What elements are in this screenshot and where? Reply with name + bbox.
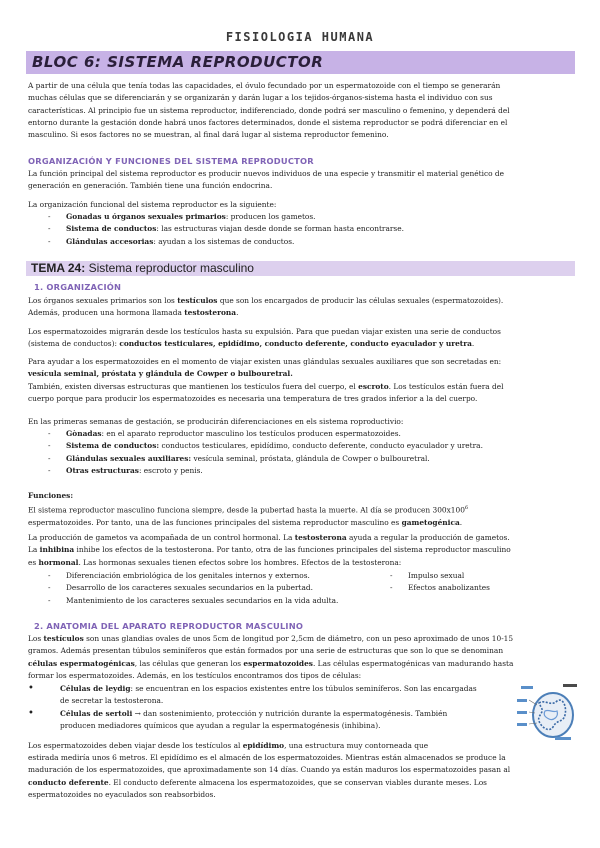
section-1-heading: 1. ORGANIZACIÓN: [34, 282, 122, 292]
s2-paragraph-2a: Los espermatozoides deben viajar desde los testículos al epidídimo, una estructura muy contorneada que: [28, 741, 429, 750]
list-item: - Otras estructuras: escroto y penis.: [48, 465, 578, 477]
s1-list: [48, 428, 578, 477]
list-item: - Sistema de conductos: las estructuras viajan desde donde se forman hasta encontrarse.: [48, 223, 578, 235]
intro-paragraph: A partir de una célula que tenía todas las capacidades, el óvulo fecundado por un espermatozoide con el tiempo se generarán muchas células que se diferenciarán y se organizarán y darán lugar a los tejidos-órganos-sistema hasta el individuo con sus características. Al principio fue un sistema reproductor, indiferenciado, donde podrá ser masculino o femenino, y dependerá del entorno durante la gestación donde habrá unos factores determinados, donde el sistema reproductor se podrá diferenciar en el masculino. Si esos factores no se muestran, al final dará lugar al sistema reproductor femenino.: [28, 81, 510, 140]
list-item: • Células de leydig: se encuentran en los espacios existentes entre los túbulos seminíferos. Son las encargadas de secretar la testosterona.: [42, 683, 502, 708]
functions-paragraph-2: La producción de gametos va acompañada de un control hormonal. La testosterona ayuda a regular la producción de gametos. La inhibina inhibe los efectos de la testosterona. Por tanto, otra de las funciones principales del sistema reproductor masculino es hormonal. Las hormonas sexuales tienen efectos sobre los hombres. Efectos de la testosterona:: [28, 533, 511, 567]
list-item: - Desarrollo de los caracteres sexuales secundarios en la pubertad.: [48, 582, 378, 594]
list-item: - Glándulas accesorias: ayudan a los sistemas de conductos.: [48, 236, 578, 248]
org-paragraph-2: La organización funcional del sistema reproductor es la siguiente:: [28, 200, 277, 209]
list-item: - Mantenimiento de los caracteres sexuales secundarios en la vida adulta.: [48, 595, 378, 607]
document-header: FISIOLOGIA HUMANA: [225, 30, 375, 44]
list-item: • Células de sertoli → dan sostenimiento, protección y nutrición durante la espermatogénesis. También producen mediadores químicos que ayudan a regular la espermatogénesis (inhibina).: [42, 708, 502, 733]
list-item: - Gonadas u órganos sexuales primarios: producen los gametos.: [48, 211, 578, 223]
cell-types-list: [42, 683, 502, 732]
s1-paragraph-4: En las primeras semanas de gestación, se producirán diferenciaciones en els sistema roproductivio:: [28, 417, 404, 426]
list-item: - Sistema de conductos: conductos testiculares, epidídimo, conducto deferente, conducto eyaculador y uretra.: [48, 440, 578, 452]
functions-label: Funciones:: [28, 491, 74, 500]
list-item: - Impulso sexual: [390, 570, 570, 582]
org-paragraph-1: La función principal del sistema reproductor es producir nuevos individuos de una especie y transmitir el material genético de generación en generación. También tiene una función endocrina.: [28, 169, 505, 191]
list-item: - Gònadas: en el aparato reproductor masculino los testículos producen espermatozoides.: [48, 428, 578, 440]
org-list: [48, 211, 578, 248]
testis-diagram-icon: [515, 683, 581, 743]
bloc-title: BLOC 6: SISTEMA REPRODUCTOR: [26, 51, 575, 74]
org-heading: ORGANIZACIÓN Y FUNCIONES DEL SISTEMA REPRODUCTOR: [28, 156, 314, 166]
tema-title: TEMA 24: Sistema reproductor masculino: [26, 261, 575, 276]
effects-left-list: [48, 570, 378, 607]
list-item: - Diferenciación embriológica de los genitales internos y externos.: [48, 570, 378, 582]
section-2-heading: 2. ANATOMIA DEL APARATO REPRODUCTOR MASCULINO: [34, 621, 304, 631]
s1-paragraph-1: Los órganos sexuales primarios son los testículos que son los encargados de producir las células sexuales (espermatozoides). Además, producen una hormona llamada testosterona.: [28, 296, 504, 318]
functions-paragraph-1: El sistema reproductor masculino funciona siempre, desde la pubertad hasta la muerte. Al día se producen $300x100^6$ espermatozoides. Por tanto, una de las funciones principales del sistema reproductor masculino es gametogénica.: [28, 505, 469, 527]
list-item: - Glándulas sexuales auxiliares: vesícula seminal, próstata, glándula de Cowper o bulbouretral.: [48, 453, 578, 465]
list-item: - Efectos anabolizantes: [390, 582, 570, 594]
s1-paragraph-2: Los espermatozoides migrarán desde los testículos hasta su expulsión. Para que puedan viajar existen una serie de conductos (sistema de conductos): conductos testiculares, epidídimo, conducto deferente, conducto eyaculador y uretra.: [28, 327, 501, 349]
s1-paragraph-3: Para ayudar a los espermatozoides en el momento de viajar existen unas glándulas sexuales auxiliares que son secretadas en: vesícula seminal, próstata y glándula de Cowper o bulbouretral. También, existen diversas estructuras que mantienen los testículos fuera del cuerpo, el escroto. Los testículos están fuera del cuerpo porque para producir los espermatozoides es necesaria una temperatura de tres grados inferior a la del cuerpo.: [28, 357, 504, 403]
effects-right-list: [390, 570, 570, 595]
s2-paragraph-2b: estirada mediría unos 6 metros. El epidídimo es el almacén de los espermatozoides. Mientras están almacenados se produce la maduración de los espermatozoides, que aproximadamente son 14 días. Cuando ya están maduros los espermatozoides pasan al conducto deferente. El conducto deferente almacena los espermatozoides, que se conservan viables durante meses. Los espermatozoides no eyaculados son reabsorbidos.: [28, 753, 511, 799]
s2-paragraph-1: Los testículos son unas glandias ovales de unos 5cm de longitud por 2,5cm de diámetro, con un peso aproximado de unos 10-15 gramos. Además presentan túbulos seminíferos que están formados por una serie de estructuras que son lo que se denominan células espermatogénicas, las células que generan los espermatozoides. Las células espermatogénicas van madurando hasta formar los espermatozoides. Además, en los testículos encontramos dos tipos de células:: [28, 634, 514, 680]
